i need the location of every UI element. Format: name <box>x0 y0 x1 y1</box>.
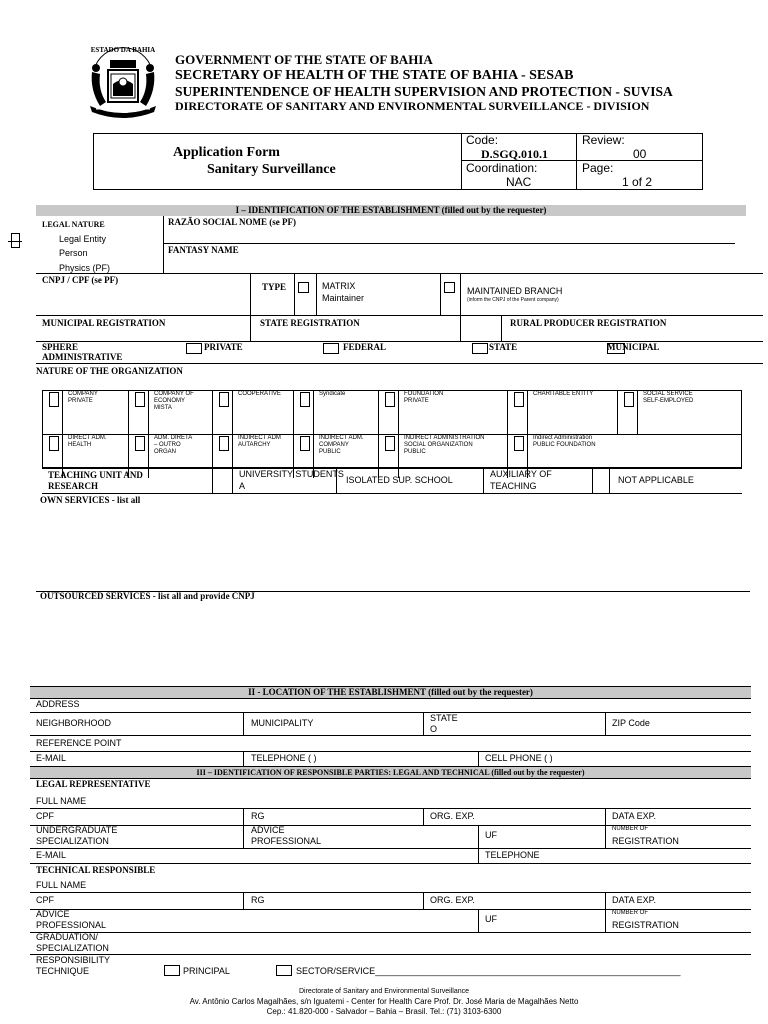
org-type-label: CHARITABLE ENTITY <box>533 391 594 397</box>
address-label: ADDRESS <box>36 699 80 709</box>
org-type-label: PUBLIC <box>319 449 341 455</box>
teaching-label: TEACHING <box>490 481 537 491</box>
coordination-value: NAC <box>506 175 532 189</box>
org-column-line <box>293 390 294 434</box>
org-cell-divider <box>62 390 63 434</box>
org-type-label: COMPANY <box>68 391 98 397</box>
org-type-checkbox[interactable] <box>624 392 634 407</box>
municipal-label: MUNICIPAL <box>607 342 660 352</box>
org-type-checkbox[interactable] <box>219 436 229 451</box>
org-cell-divider <box>232 390 233 434</box>
municipal-registration-label: MUNICIPAL REGISTRATION <box>42 318 166 328</box>
cnpj-cpf-label: CNPJ / CPF (se PF) <box>42 275 119 285</box>
fantasy-name-field[interactable] <box>36 273 763 274</box>
org-type-label: DIRECT ADM. <box>68 435 107 441</box>
org-type-checkbox[interactable] <box>300 392 310 407</box>
org-type-label: FOUNDATION <box>404 391 444 397</box>
sector-checkbox[interactable] <box>276 965 292 976</box>
own-services-label: OWN SERVICES - list all <box>40 495 141 505</box>
tech-professional-label: PROFESSIONAL <box>36 920 107 930</box>
tech-advice-label: ADVICE <box>36 909 70 919</box>
org-column-line <box>212 390 213 434</box>
private-checkbox[interactable] <box>186 343 202 354</box>
org-type-label: ORGAN <box>154 449 177 455</box>
tech-data-exp-label: DATA EXP. <box>612 895 657 905</box>
state-address-label: STATE <box>430 713 458 723</box>
form-title: Application Form <box>173 145 280 160</box>
org-type-label: PUBLIC FOUNDATION <box>533 442 596 448</box>
undergraduate-label: UNDERGRADUATE <box>36 825 118 835</box>
university-a-label: A <box>239 481 246 491</box>
org-cell-divider <box>527 390 528 434</box>
header-directorate: DIRECTORATE OF SANITARY AND ENVIRONMENTAL SURVEILLANCE - DIVISION <box>175 99 650 113</box>
federal-label: FEDERAL <box>343 342 387 352</box>
graduation-label: GRADUATION/ <box>36 932 98 942</box>
teaching-unit-label: TEACHING UNIT AND <box>48 470 143 480</box>
org-cell-divider <box>398 390 399 434</box>
zip-code-label: ZIP Code <box>612 718 650 728</box>
fantasy-name-label: FANTASY NAME <box>168 245 239 255</box>
org-type-label: SELF-EMPLOYED <box>643 398 694 404</box>
org-type-label: HEALTH <box>68 442 92 448</box>
tech-registration-label: REGISTRATION <box>612 920 679 930</box>
org-cell-divider <box>313 390 314 434</box>
branch-note: (inform the CNPJ of the Parent company) <box>467 297 559 303</box>
maintainer-label: Maintainer <box>322 293 365 303</box>
legal-representative-label: LEGAL REPRESENTATIVE <box>36 779 151 789</box>
org-type-label: – OUTRO <box>154 442 181 448</box>
org-type-label: COMPANY OF <box>154 391 194 397</box>
org-type-checkbox[interactable] <box>135 436 145 451</box>
code-label: Code: <box>466 133 499 147</box>
org-type-label: Indirect Administration <box>533 435 593 441</box>
address-field[interactable] <box>30 712 751 713</box>
header-superintendence: SUPERINTENDENCE OF HEALTH SUPERVISION AND PROTECTION - SUVISA <box>175 84 673 99</box>
org-type-label: PRIVATE <box>68 398 93 404</box>
state-o-label: O <box>430 724 438 734</box>
org-cell-divider <box>148 390 149 434</box>
coordination-label: Coordination: <box>466 161 538 175</box>
responsibility-label: RESPONSIBILITY <box>36 955 111 965</box>
legal-entity-label: Legal Entity <box>59 234 107 244</box>
org-column-line <box>617 390 618 434</box>
state-registration-label: STATE REGISTRATION <box>260 318 360 328</box>
page-value: 1 of 2 <box>622 175 653 189</box>
registration-label: REGISTRATION <box>612 836 679 846</box>
tech-full-name-label: FULL NAME <box>36 880 87 890</box>
header-secretary: SECRETARY OF HEALTH OF THE STATE OF BAHIA - SESAB <box>175 68 574 83</box>
maintained-branch-label: MAINTAINED BRANCH <box>467 286 563 296</box>
org-column-line <box>128 390 129 434</box>
org-type-checkbox[interactable] <box>49 436 59 451</box>
physics-label: Physics (PF) <box>59 263 111 273</box>
state-label: STATE <box>489 342 518 352</box>
tech-number-of-label: NUMBER OF <box>612 910 648 916</box>
org-type-label: SOCIAL ORGANIZATION <box>404 442 473 448</box>
person-label: Person <box>59 248 88 258</box>
cellphone-label: CELL PHONE ( ) <box>485 753 553 763</box>
org-type-checkbox[interactable] <box>300 436 310 451</box>
university-students-label: UNIVERSITY STUDENTS <box>239 469 344 479</box>
section3-band: III – IDENTIFICATION OF RESPONSIBLE PARTIES: LEGAL AND TECHNICAL (filled out by the requester) <box>30 766 751 779</box>
org-cell-divider <box>148 434 149 478</box>
own-services-field[interactable] <box>40 507 750 589</box>
section2-band: II - LOCATION OF THE ESTABLISHMENT (filled out by the requester) <box>30 686 751 699</box>
footer-line2: Av. Antônio Carlos Magalhães, s/n Iguatemi - Center for Health Care Prof. Dr. José Maria de Magalhães Netto <box>189 997 579 1006</box>
org-type-checkbox[interactable] <box>385 436 395 451</box>
nature-org-label: NATURE OF THE ORGANIZATION <box>36 366 183 376</box>
graduation-specialization-label: SPECIALIZATION <box>36 943 109 953</box>
tech-rg-label: RG <box>251 895 265 905</box>
not-applicable-label: NOT APPLICABLE <box>618 475 694 485</box>
auxiliary-label: AUXILIARY OF <box>490 469 552 479</box>
header-government: GOVERNMENT OF THE STATE OF BAHIA <box>175 52 433 67</box>
reference-point-label: REFERENCE POINT <box>36 738 122 748</box>
org-type-label: ECONOMY <box>154 398 186 404</box>
org-type-label: AUTARCHY <box>238 442 271 448</box>
research-label: RESEARCH <box>48 481 99 491</box>
rg-label: RG <box>251 811 265 821</box>
legal-email-label: E-MAIL <box>36 850 67 860</box>
data-exp-label: DATA EXP. <box>612 811 657 821</box>
cpf-label: CPF <box>36 811 54 821</box>
svg-text:ESTADO DA BAHIA: ESTADO DA BAHIA <box>90 46 156 54</box>
footer-line3: Cep.: 41.820-000 - Salvador – Bahia – Brasil. Tel.: (71) 3103-6300 <box>266 1007 502 1016</box>
review-label: Review: <box>582 133 625 147</box>
type-matrix-checkbox[interactable] <box>298 282 309 293</box>
tech-full-name-field[interactable] <box>30 892 751 893</box>
federal-checkbox[interactable] <box>323 343 339 354</box>
email-label: E-MAIL <box>36 753 67 763</box>
razao-social-label: RAZÃO SOCIAL NOME (se PF) <box>168 217 296 227</box>
org-type-label: PRIVATE <box>404 398 429 404</box>
technical-responsible-label: TECHNICAL RESPONSIBLE <box>36 865 156 875</box>
org-column-line <box>507 390 508 434</box>
legal-nature-label: LEGAL NATURE <box>42 220 105 229</box>
org-type-label: INDIRECT ADM. <box>319 435 364 441</box>
org-exp-label: ORG. EXP. <box>430 811 475 821</box>
state-seal-logo <box>82 40 164 120</box>
org-type-label: ADM. DIRETA <box>154 435 193 441</box>
professional-label: PROFESSIONAL <box>251 836 322 846</box>
org-type-label: SOCIAL SERVICE <box>643 391 693 397</box>
municipality-label: MUNICIPALITY <box>251 718 314 728</box>
org-type-checkbox[interactable] <box>514 436 524 451</box>
specialization-label: SPECIALIZATION <box>36 836 109 846</box>
advice-label: ADVICE <box>251 825 285 835</box>
number-of-label: NUMBER OF <box>612 826 648 832</box>
legal-telephone-label: TELEPHONE <box>485 850 540 860</box>
type-label: TYPE <box>262 282 287 292</box>
full-name-label: FULL NAME <box>36 796 87 806</box>
org-type-label: INDIRECT ADMINISTRATION <box>404 435 485 441</box>
org-type-checkbox[interactable] <box>219 392 229 407</box>
code-value: D.SGQ.010.1 <box>481 147 549 161</box>
state-checkbox[interactable] <box>472 343 488 354</box>
footer-line1: Directorate of Sanitary and Environmental Surveillance <box>298 988 470 995</box>
review-value: 00 <box>633 147 647 161</box>
org-cell-divider <box>398 434 399 478</box>
org-type-checkbox[interactable] <box>385 392 395 407</box>
org-cell-divider <box>637 390 638 434</box>
tech-org-exp-label: ORG. EXP. <box>430 895 475 905</box>
isolated-school-label: ISOLATED SUP. SCHOOL <box>346 475 453 485</box>
neighborhood-label: NEIGHBORHOOD <box>36 718 112 728</box>
outsourced-services-label: OUTSOURCED SERVICES - list all and provide CNPJ <box>40 591 255 601</box>
org-column-line <box>378 434 379 478</box>
org-type-checkbox[interactable] <box>514 392 524 407</box>
org-type-label: PUBLIC <box>404 449 426 455</box>
sector-service-label: SECTOR/SERVICE_____________________________________________________________ <box>296 966 681 976</box>
legal-full-name-field[interactable] <box>30 808 751 809</box>
razao-social-field[interactable] <box>163 243 735 244</box>
org-column-line <box>378 390 379 434</box>
outsourced-services-field[interactable] <box>40 604 750 684</box>
principal-label: PRINCIPAL <box>183 966 230 976</box>
administrative-label: ADMINISTRATIVE <box>42 352 123 362</box>
tech-cpf-label: CPF <box>36 895 54 905</box>
org-type-label: Syndicate <box>319 391 346 397</box>
org-type-label: COOPERATIVE <box>238 391 281 397</box>
section1-band: I – IDENTIFICATION OF THE ESTABLISHMENT (filled out by the requester) <box>36 205 746 216</box>
form-subtitle: Sanitary Surveillance <box>207 162 336 177</box>
sphere-label: SPHERE <box>42 342 79 352</box>
uf-label: UF <box>485 830 497 840</box>
org-type-label: MISTA <box>154 405 172 411</box>
technique-label: TECHNIQUE <box>36 966 90 976</box>
principal-checkbox[interactable] <box>164 965 180 976</box>
org-type-label: COMPANY <box>319 442 349 448</box>
maintained-branch-checkbox[interactable] <box>444 282 455 293</box>
private-label: PRIVATE <box>204 342 243 352</box>
matrix-label: MATRIX <box>322 281 356 291</box>
org-type-checkbox[interactable] <box>135 392 145 407</box>
org-type-checkbox[interactable] <box>49 392 59 407</box>
rural-producer-label: RURAL PRODUCER REGISTRATION <box>510 318 667 328</box>
tech-uf-label: UF <box>485 914 497 924</box>
telephone-label: TELEPHONE ( ) <box>251 753 317 763</box>
page-label: Page: <box>582 161 614 175</box>
org-type-label: INDIRECT ADM <box>238 435 281 441</box>
